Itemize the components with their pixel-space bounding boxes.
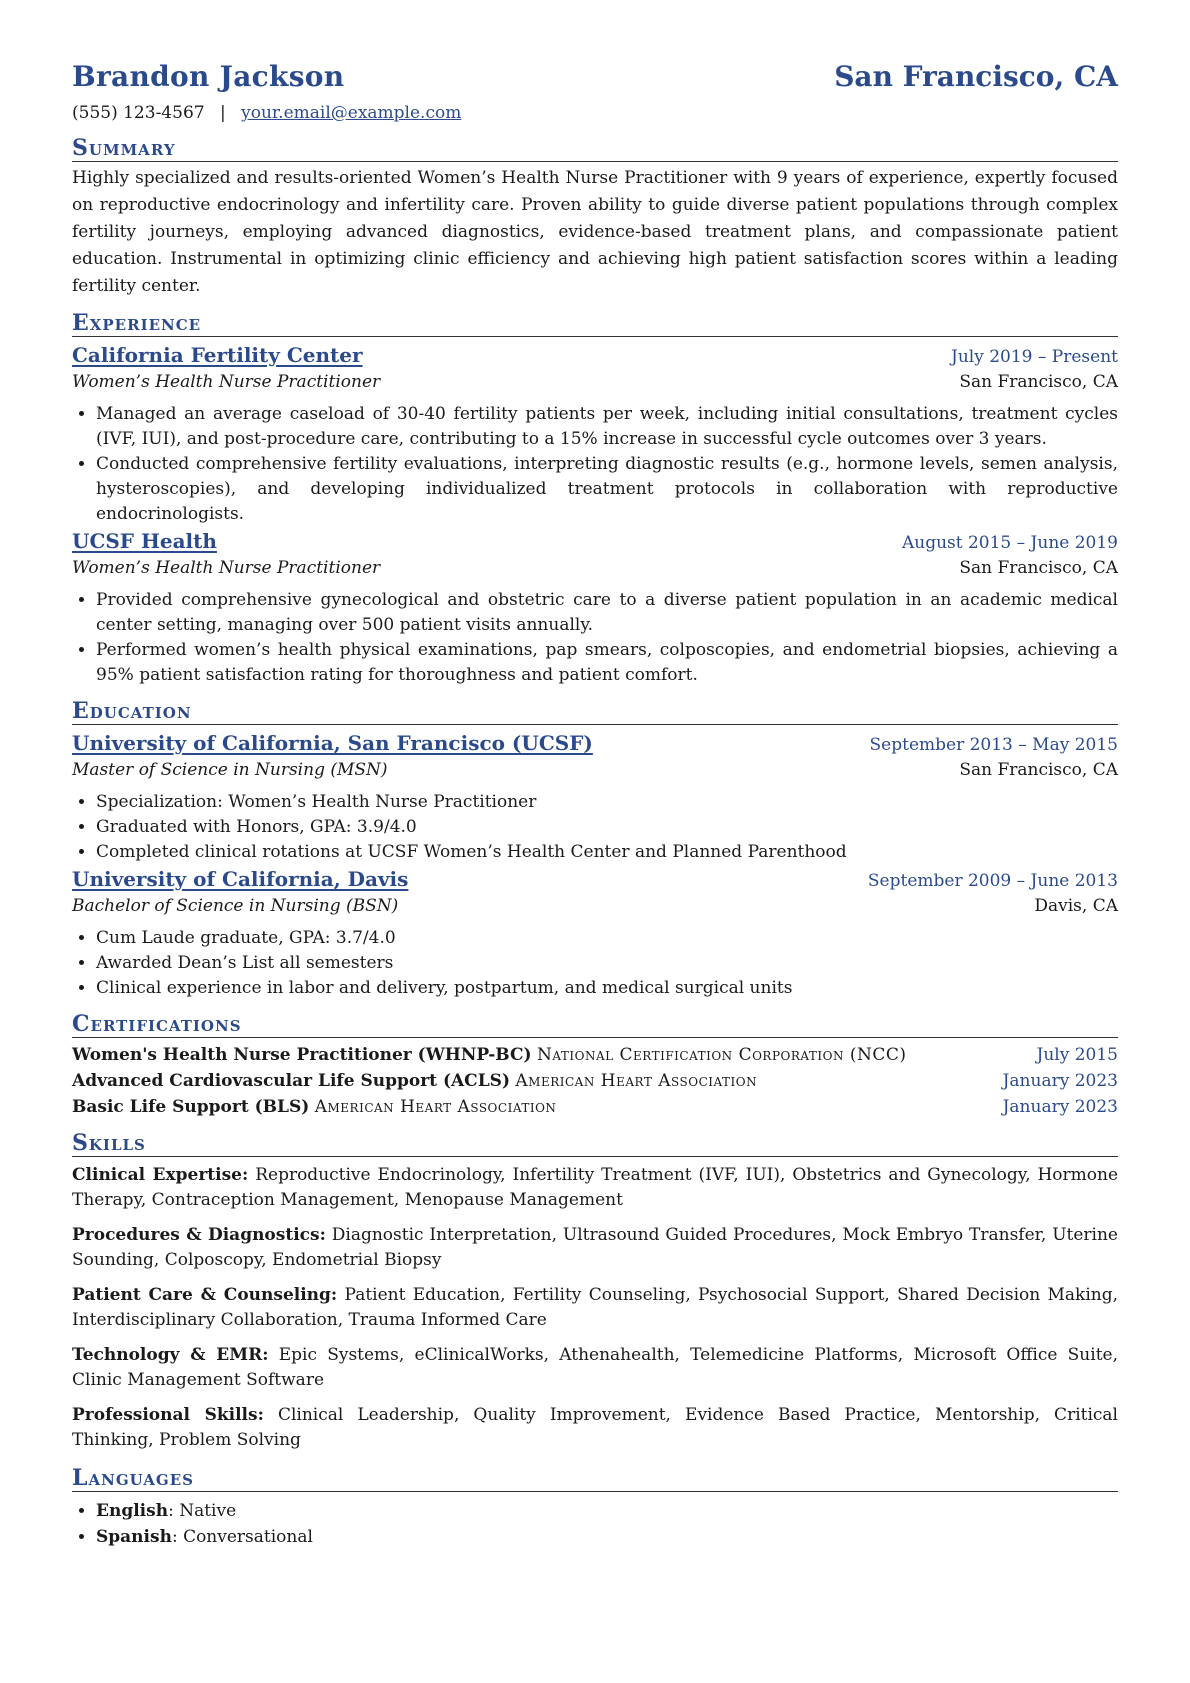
phone-number: (555) 123-4567	[72, 103, 205, 123]
skill-group-label: Patient Care & Counseling:	[72, 1285, 338, 1305]
degree-name: Master of Science in Nursing (MSN)	[72, 760, 388, 780]
employment-dates: August 2015 – June 2019	[901, 533, 1118, 553]
skill-group-text: Patient Education, Fertility Counseling, Psychosocial Support, Shared Decision Making, Interdisciplinary Collaboration, Trauma Informed Care	[72, 1285, 1119, 1330]
experience-entry	[72, 529, 1118, 688]
skill-group-label: Procedures & Diagnostics:	[72, 1225, 326, 1245]
certification-issuer: American Heart Association	[314, 1097, 557, 1117]
skills-list	[72, 1163, 1118, 1453]
certification-name: Basic Life Support (BLS)	[72, 1097, 310, 1117]
employer-name[interactable]: California Fertility Center	[72, 343, 363, 367]
list-item: • Performed women’s health physical examinations, pap smears, colposcopies, and endometrial biopsies, achieving a 95% patient satisfaction rating for thoroughness and patient comfort.	[96, 638, 1118, 688]
language-name: Spanish	[96, 1527, 172, 1547]
list-item: • Conducted comprehensive fertility evaluations, interpreting diagnostic results (e.g., hormone levels, semen analysis, hysteroscopies), and developing individualized treatment protocols in collaboration with reproductive endocrinologists.	[96, 452, 1118, 527]
skill-group	[72, 1343, 1118, 1393]
list-item: • Graduated with Honors, GPA: 3.9/4.0	[96, 815, 1118, 840]
certification-date: July 2015	[1036, 1045, 1118, 1065]
skill-group	[72, 1163, 1118, 1213]
certification-issuer: National Certification Corporation (NCC)	[536, 1045, 907, 1065]
skill-group	[72, 1223, 1118, 1273]
certification-row	[72, 1042, 1118, 1068]
resume-header	[72, 60, 1118, 93]
languages-heading: Languages	[72, 1465, 1118, 1492]
certification-row	[72, 1068, 1118, 1094]
summary-text: Highly specialized and results-oriented Women’s Health Nurse Practitioner with 9 years of experience, expertly focused on reproductive endocrinology and infertility care. Proven ability to guide diverse patient populations through complex fertility journeys, employing advanced diagnostics, evidence-based treatment plans, and compassionate patient education. Instrumental in optimizing clinic efficiency and achieving high patient satisfaction scores within a leading fertility center.	[72, 168, 1118, 296]
candidate-location: San Francisco, CA	[834, 60, 1118, 93]
skill-group-label: Clinical Expertise:	[72, 1165, 249, 1185]
certification-row	[72, 1094, 1118, 1120]
skill-group	[72, 1403, 1118, 1453]
certification-name: Women's Health Nurse Practitioner (WHNP-BC)	[72, 1045, 532, 1065]
resume-page	[72, 60, 1118, 1550]
skill-group-label: Technology & EMR:	[72, 1345, 269, 1365]
job-title: Women’s Health Nurse Practitioner	[72, 372, 381, 392]
list-item: • Managed an average caseload of 30-40 fertility patients per week, including initial consultations, treatment cycles (IVF, IUI), and post-procedure care, contributing to a 15% increase in successful cycle outcomes over 3 years.	[96, 402, 1118, 452]
certifications-heading: Certifications	[72, 1011, 1118, 1038]
language-name: English	[96, 1501, 169, 1521]
job-location: San Francisco, CA	[959, 558, 1118, 578]
skill-group-text: Epic Systems, eClinicalWorks, Athenahealth, Telemedicine Platforms, Microsoft Office Suite, Clinic Management Software	[72, 1345, 1118, 1390]
language-level: : Conversational	[171, 1527, 313, 1547]
candidate-name: Brandon Jackson	[72, 60, 345, 93]
education-entry	[72, 731, 1118, 865]
school-location: San Francisco, CA	[959, 760, 1118, 780]
certification-name: Advanced Cardiovascular Life Support (ACLS)	[72, 1071, 510, 1091]
certification-issuer: American Heart Association	[515, 1071, 758, 1091]
job-title: Women’s Health Nurse Practitioner	[72, 558, 381, 578]
bullet-list	[72, 588, 1118, 688]
degree-name: Bachelor of Science in Nursing (BSN)	[72, 896, 399, 916]
experience-entry	[72, 343, 1118, 527]
education-dates: September 2013 – May 2015	[869, 735, 1118, 755]
list-item: • Provided comprehensive gynecological and obstetric care to a diverse patient population in an academic medical center setting, managing over 500 patient visits annually.	[96, 588, 1118, 638]
summary-heading: Summary	[72, 135, 1118, 162]
skills-heading: Skills	[72, 1130, 1118, 1157]
school-name[interactable]: University of California, San Francisco (UCSF)	[72, 731, 593, 755]
list-item: • Specialization: Women’s Health Nurse Practitioner	[96, 790, 1118, 815]
skill-group	[72, 1283, 1118, 1333]
language-level: : Native	[168, 1501, 237, 1521]
certification-date: January 2023	[1002, 1071, 1118, 1091]
email-link[interactable]: your.email@example.com	[241, 103, 462, 123]
bullet-list	[72, 790, 1118, 865]
list-item	[96, 1524, 1118, 1550]
skill-group-text: Reproductive Endocrinology, Infertility Treatment (IVF, IUI), Obstetrics and Gynecology, Hormone Therapy, Contraception Management, Menopause Management	[72, 1165, 1119, 1210]
skill-group-label: Professional Skills:	[72, 1405, 264, 1425]
job-location: San Francisco, CA	[959, 372, 1118, 392]
skill-group-text: Diagnostic Interpretation, Ultrasound Guided Procedures, Mock Embryo Transfer, Uterine Sounding, Colposcopy, Endometrial Biopsy	[72, 1225, 1118, 1270]
contact-line	[72, 103, 1118, 123]
bullet-list	[72, 402, 1118, 527]
education-dates: September 2009 – June 2013	[867, 871, 1118, 891]
list-item: • Clinical experience in labor and delivery, postpartum, and medical surgical units	[96, 976, 1118, 1001]
list-item	[96, 1498, 1118, 1524]
skill-group-text: Clinical Leadership, Quality Improvement, Evidence Based Practice, Mentorship, Critical Thinking, Problem Solving	[72, 1405, 1118, 1450]
language-list	[72, 1498, 1118, 1550]
certification-list	[72, 1042, 1118, 1120]
certification-date: January 2023	[1002, 1097, 1118, 1117]
experience-heading: Experience	[72, 310, 1118, 337]
employer-name[interactable]: UCSF Health	[72, 529, 217, 553]
education-entry	[72, 867, 1118, 1001]
list-item: • Awarded Dean’s List all semesters	[96, 951, 1118, 976]
contact-separator: |	[219, 103, 226, 123]
bullet-list	[72, 926, 1118, 1001]
school-name[interactable]: University of California, Davis	[72, 867, 409, 891]
education-heading: Education	[72, 698, 1118, 725]
list-item: • Completed clinical rotations at UCSF Women’s Health Center and Planned Parenthood	[96, 840, 1118, 865]
employment-dates: July 2019 – Present	[951, 347, 1118, 367]
list-item: • Cum Laude graduate, GPA: 3.7/4.0	[96, 926, 1118, 951]
school-location: Davis, CA	[1034, 896, 1118, 916]
